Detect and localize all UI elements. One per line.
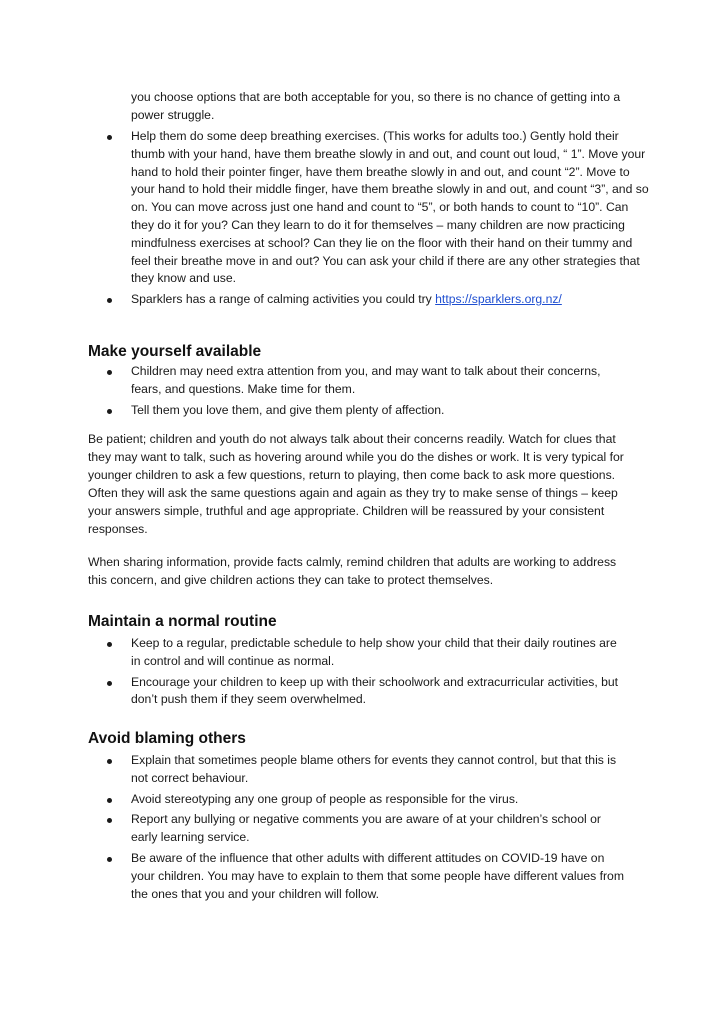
bullet-text: Explain that sometimes people blame others for events they cannot control, but that this is not correct behaviour. bbox=[131, 753, 617, 785]
list-item bbox=[107, 291, 651, 309]
list-item bbox=[107, 402, 629, 420]
list-item bbox=[107, 850, 629, 903]
section-maintain-routine bbox=[88, 612, 648, 712]
bullet-icon bbox=[107, 135, 112, 140]
bullet-text: Be aware of the influence that other adults with different attitudes on COVID-19 have on your children. You may have to explain to them that some people have different values from the ones that you and your children will follow. bbox=[131, 850, 624, 901]
list-item bbox=[107, 811, 629, 847]
sparklers-link[interactable]: https://sparklers.org.nz/ bbox=[435, 292, 562, 307]
bullet-icon bbox=[107, 642, 112, 647]
paragraph-be-patient: Be patient; children and youth do not always talk about their concerns readily. Watch for clues that they may want to talk, such as hovering around while you do the dishes or work. It is very typical for younger children to ask a few questions, return to playing, then come back to ask more questions. Often they will ask the same questions again and again as they try to make sense of things – keep your answers simple, truthful and age appropriate. Children will be reassured by your consistent responses. bbox=[88, 432, 624, 536]
bullet-list bbox=[107, 363, 629, 419]
list-item bbox=[107, 674, 629, 710]
bullet-icon bbox=[107, 759, 112, 764]
section-heading: Make yourself available bbox=[88, 343, 262, 360]
section-make-yourself-available bbox=[88, 342, 648, 422]
bullet-text: Avoid stereotyping any one group of people as responsible for the virus. bbox=[131, 791, 519, 806]
list-item bbox=[107, 363, 629, 399]
bullet-text: Children may need extra attention from you, and may want to talk about their concerns, fears, and questions. Make time for them. bbox=[131, 364, 601, 396]
bullet-list bbox=[107, 752, 629, 903]
list-item bbox=[107, 128, 651, 288]
bullet-text: Report any bullying or negative comments you are aware of at your children’s school or early learning service. bbox=[131, 812, 601, 845]
bullet-list bbox=[107, 635, 629, 709]
bullet-text: Sparklers has a range of calming activities you could try bbox=[131, 292, 436, 307]
paragraph-sharing-information: When sharing information, provide facts calmly, remind children that adults are working to address this concern, and give children actions they can take to protect themselves. bbox=[88, 555, 617, 587]
bullet-icon bbox=[107, 857, 112, 862]
bullet-icon bbox=[107, 409, 112, 414]
continuation-bullet-list bbox=[107, 128, 651, 309]
continuation-block bbox=[131, 88, 651, 312]
bullet-text: Help them do some deep breathing exercises. (This works for adults too.) Gently hold their thumb with your hand, have them breathe slowly in and out, and count out loud, “ 1”. Move your hand to hold their pointer finger, have them breathe slowly in and out, and count “2”. Move to your hand to hold their middle finger, have them breathe slowly in and out, and count “3”, and so on. You can move across just one hand and count to “5”, or both hands to count to “10”. Can they do it for you? Can they learn to do it for themselves – many children are now practicing mindfulness exercises at school? Can they lie on the floor with their hand on their tummy and feel their breathe move in and out? You can ask your child if there are any other strategies that they know and use. bbox=[131, 129, 649, 286]
list-item bbox=[107, 635, 629, 671]
section-heading: Maintain a normal routine bbox=[88, 613, 277, 630]
bullet-text: Keep to a regular, predictable schedule to help show your child that their daily routines are in control and will continue as normal. bbox=[131, 636, 617, 668]
bullet-text: Encourage your children to keep up with their schoolwork and extracurricular activities, but don’t push them if they seem overwhelmed. bbox=[131, 674, 619, 707]
section-heading: Avoid blaming others bbox=[88, 730, 246, 747]
list-item bbox=[107, 752, 629, 788]
bullet-icon bbox=[107, 370, 112, 375]
section-avoid-blaming bbox=[88, 729, 648, 906]
bullet-icon bbox=[107, 681, 112, 686]
continuation-text: you choose options that are both acceptable for you, so there is no chance of getting into a power struggle. bbox=[131, 90, 621, 122]
bullet-icon bbox=[107, 818, 112, 823]
bullet-icon bbox=[107, 298, 112, 303]
bullet-text: Tell them you love them, and give them plenty of affection. bbox=[131, 402, 445, 417]
list-item bbox=[107, 791, 629, 809]
bullet-icon bbox=[107, 798, 112, 803]
